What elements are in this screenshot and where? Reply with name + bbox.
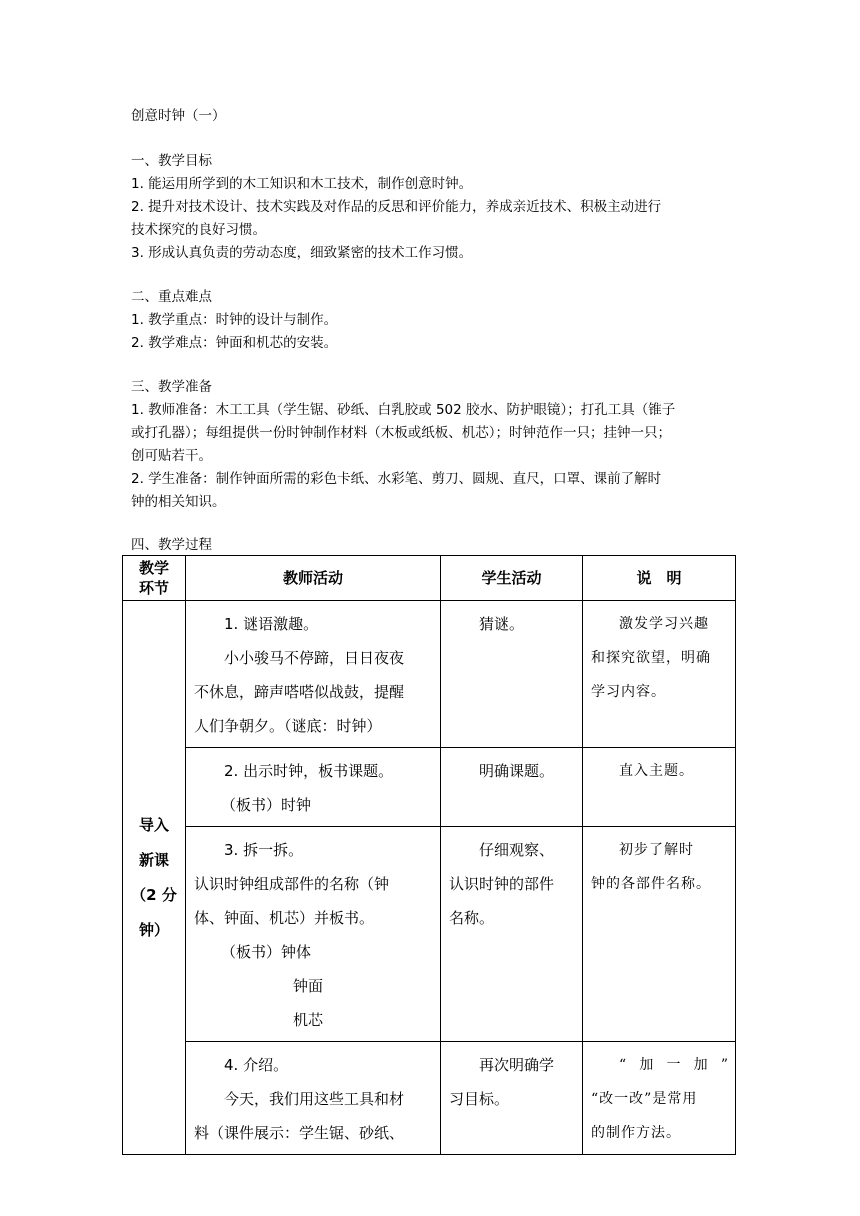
cell-line: 机芯 — [293, 1011, 324, 1029]
teacher-activity-cell — [186, 827, 441, 1042]
lesson-process-table — [122, 555, 736, 1155]
section-process — [131, 534, 737, 557]
student-activity-cell — [441, 827, 583, 1042]
stage-line: 导入 — [138, 815, 169, 834]
section-preparation — [131, 376, 737, 514]
stage-line: 钟） — [138, 920, 169, 939]
table-row — [123, 748, 736, 827]
cell-line: 今天，我们用这些工具和材 — [224, 1090, 405, 1108]
cell-line: 仔细观察、 — [479, 841, 555, 859]
stage-line: （2 分 — [131, 885, 177, 904]
cell-line: 和探究欲望，明确 — [591, 650, 711, 666]
stage-cell — [123, 601, 186, 1155]
teacher-activity-cell — [186, 1042, 441, 1155]
section-key-points — [131, 286, 737, 355]
section-teaching-goals — [131, 150, 737, 265]
paragraph-line: 1. 教师准备：木工工具（学生锯、砂纸、白乳胶或 502 胶水、防护眼镜）；打孔工具（锥子 — [131, 402, 676, 418]
cell-line: 小小骏马不停蹄，日日夜夜 — [224, 649, 405, 667]
cell-line: 1. 谜语激趣。 — [224, 615, 319, 633]
cell-line: 再次明确学 — [479, 1056, 555, 1074]
cell-line: “加一加” — [619, 1057, 729, 1073]
note-cell — [583, 1042, 736, 1155]
note-cell — [583, 748, 736, 827]
student-activity-cell — [441, 601, 583, 748]
table-row — [123, 1042, 736, 1155]
cell-line: （板书）钟体 — [221, 943, 312, 961]
cell-line: 的制作方法。 — [591, 1125, 681, 1141]
cell-line: 认识时钟组成部件的名称（钟 — [194, 875, 390, 893]
cell-line: 料（课件展示：学生锯、砂纸、 — [194, 1124, 405, 1142]
paragraph-line: 2. 学生准备：制作钟面所需的彩色卡纸、水彩笔、剪刀、圆规、直尺，口罩、课前了解时 — [131, 471, 662, 487]
paragraph-line: 2. 提升对技术设计、技术实践及对作品的反思和评价能力，养成亲近技术、积极主动进行 — [131, 199, 662, 215]
section-heading: 一、教学目标 — [131, 153, 212, 169]
table-row — [123, 601, 736, 748]
paragraph-line: 或打孔器）；每组提供一份时钟制作材料（木板或纸板、机芯）；时钟范作一只；挂钟一只； — [131, 425, 671, 441]
cell-line: 钟的各部件名称。 — [591, 876, 711, 892]
student-activity-cell — [441, 748, 583, 827]
paragraph-line: 1. 能运用所学到的木工知识和木工技术，制作创意时钟。 — [131, 176, 473, 192]
paragraph-line: 钟的相关知识。 — [131, 494, 226, 510]
cell-line: 习目标。 — [449, 1090, 510, 1108]
cell-line: 直入主题。 — [619, 763, 694, 779]
header-teacher: 教师活动 — [186, 556, 441, 601]
table-row — [123, 827, 736, 1042]
cell-line: 体、钟面、机芯）并板书。 — [194, 909, 375, 927]
cell-line: 4. 介绍。 — [224, 1056, 289, 1074]
cell-line: 2. 出示时钟，板书课题。 — [224, 762, 394, 780]
section-heading: 四、教学过程 — [131, 537, 212, 553]
cell-line: 名称。 — [449, 909, 495, 927]
student-activity-cell — [441, 1042, 583, 1155]
header-student: 学生活动 — [441, 556, 583, 601]
teacher-activity-cell — [186, 601, 441, 748]
paragraph-line: 2. 教学难点：钟面和机芯的安装。 — [131, 335, 338, 351]
stage-line: 新课 — [138, 850, 169, 869]
cell-line: 激发学习兴趣 — [619, 616, 709, 632]
table-header-row — [123, 556, 736, 601]
note-cell — [583, 827, 736, 1042]
teacher-activity-cell — [186, 748, 441, 827]
header-stage-line: 教学 — [138, 559, 169, 577]
cell-line: 不休息，蹄声嗒嗒似战鼓，提醒 — [194, 683, 405, 701]
paragraph-line: 创可贴若干。 — [131, 448, 212, 464]
paragraph-line: 1. 教学重点：时钟的设计与制作。 — [131, 312, 338, 328]
cell-line: 学习内容。 — [591, 684, 666, 700]
header-stage-line: 环节 — [138, 579, 169, 597]
cell-line: 认识时钟的部件 — [449, 875, 555, 893]
section-heading: 二、重点难点 — [131, 289, 212, 305]
cell-line: （板书）时钟 — [221, 796, 312, 814]
header-stage — [123, 556, 186, 601]
section-heading: 三、教学准备 — [131, 379, 212, 395]
paragraph-line: 3. 形成认真负责的劳动态度，细致紧密的技术工作习惯。 — [131, 245, 473, 261]
cell-line: 人们争朝夕。（谜底：时钟） — [194, 717, 382, 735]
cell-line: 明确课题。 — [479, 762, 555, 780]
cell-line: 初步了解时 — [619, 842, 694, 858]
cell-line: 钟面 — [293, 977, 324, 995]
doc-title: 创意时钟（一） — [131, 108, 226, 124]
cell-line: “改一改”是常用 — [591, 1091, 698, 1107]
cell-line: 3. 拆一拆。 — [224, 841, 304, 859]
cell-line: 猜谜。 — [479, 615, 525, 633]
header-note: 说 明 — [583, 556, 736, 601]
note-cell — [583, 601, 736, 748]
paragraph-line: 技术探究的良好习惯。 — [131, 222, 266, 238]
